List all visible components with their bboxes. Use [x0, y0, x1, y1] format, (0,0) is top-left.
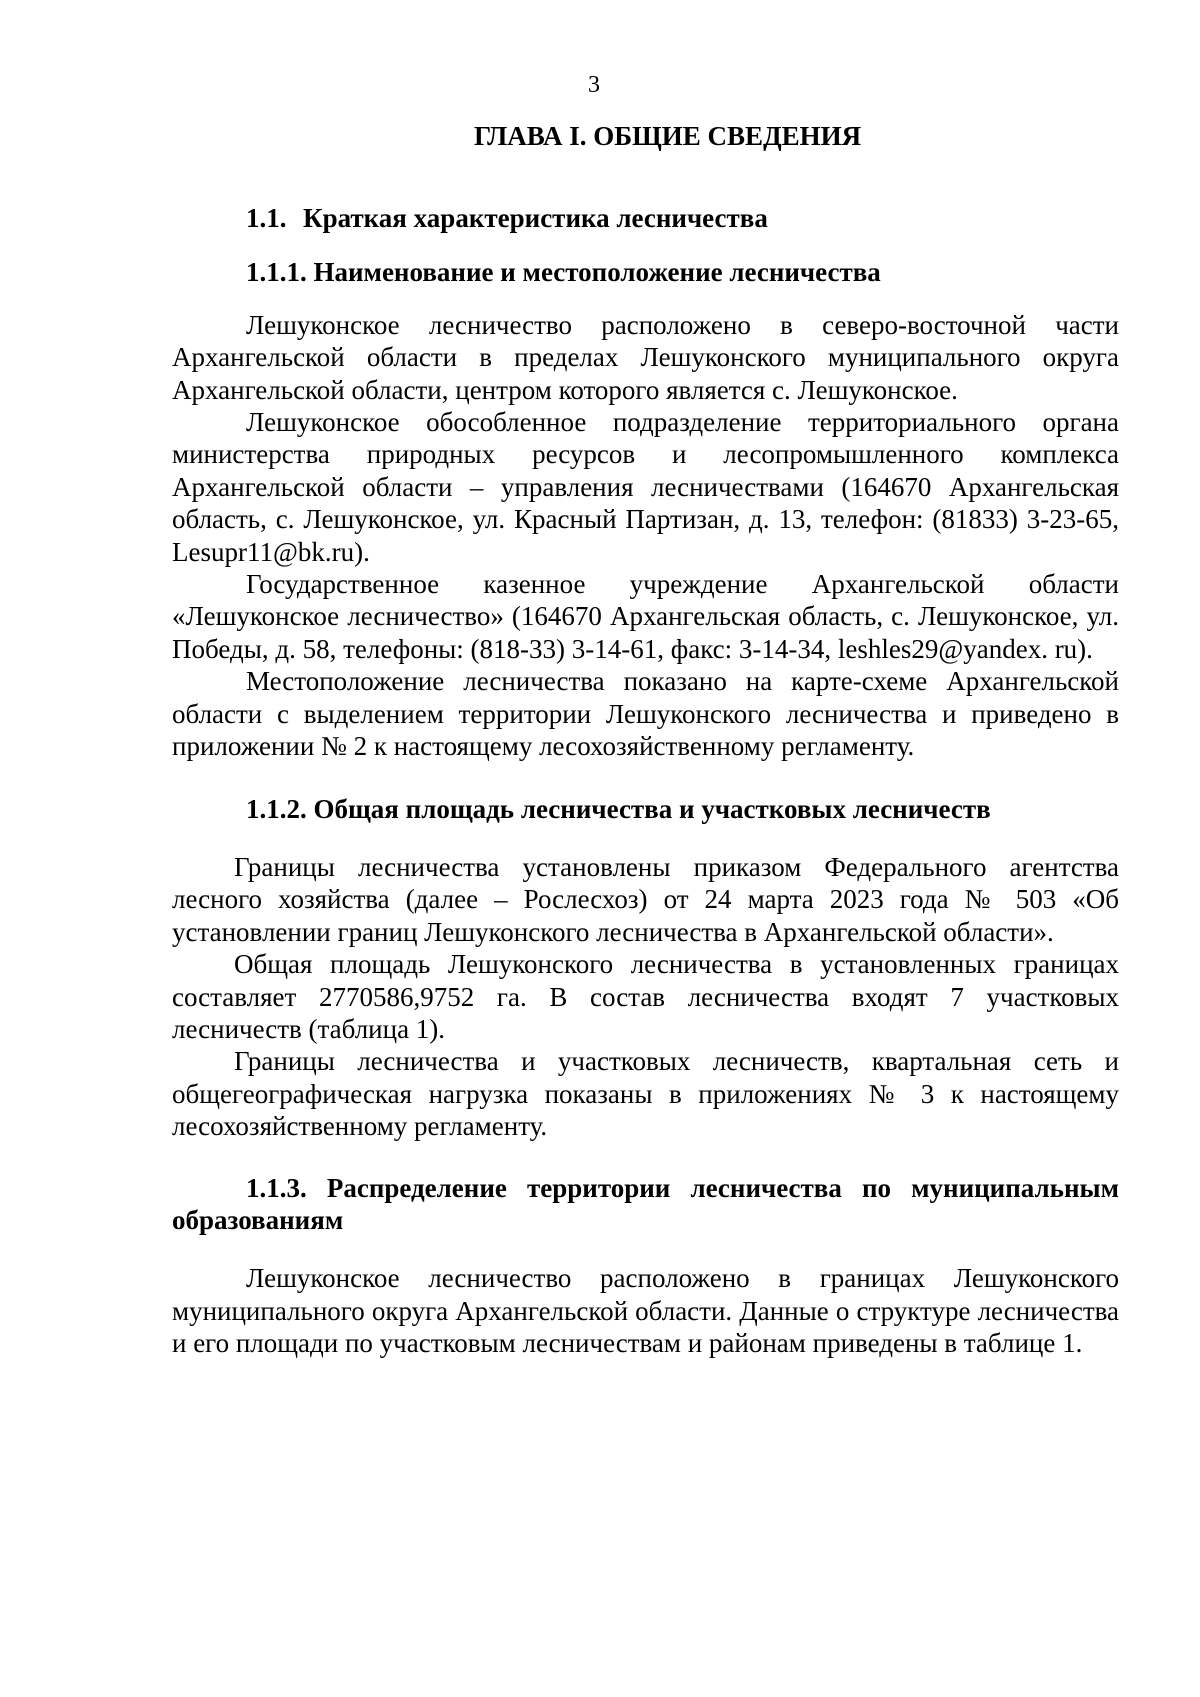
page-number: 3	[588, 72, 600, 98]
paragraph: Границы лесничества установлены приказом Федерального агентства лесного хозяйства (далее – Рослесхоз) от 24 марта 2023 года № 503 «Об установлении границ Лешуконского лесничества в Архангельской области».	[172, 851, 1119, 947]
paragraph: Общая площадь Лешуконского лесничества в установленных границах составляет 2770586,9752 га. В состав лесничества входят 7 участковых лесничеств (таблица 1).	[172, 949, 1119, 1044]
section-heading-1-1	[172, 202, 1119, 234]
section-title: Краткая характеристика лесничества	[303, 203, 768, 233]
paragraph: Государственное казенное учреждение Архангельской области «Лешуконское лесничество» (164670 Архангельская область, с. Лешуконское, ул. Победы, д. 58, телефоны: (818-33) 3-14-61, факс: 3-14-34, leshles29@yandex. ru).	[172, 569, 1119, 664]
paragraph: Границы лесничества и участковых лесничеств, квартальная сеть и общегеографическая нагрузка показаны в приложениях № 3 к настоящему лесохозяйственному регламенту.	[172, 1046, 1119, 1142]
paragraph: Лешуконское лесничество расположено в границах Лешуконского муниципального округа Архангельской области. Данные о структуре лесничества и его площади по участковым лесничествам и районам приведены в таблице 1.	[172, 1263, 1119, 1359]
section-number: 1.1.	[246, 203, 287, 233]
paragraph: Местоположение лесничества показано на карте-схеме Архангельской области с выделением территории Лешуконского лесничества и приведено в приложении № 2 к настоящему лесохозяйственному регламенту.	[172, 666, 1119, 762]
paragraph: Лешуконское обособленное подразделение территориального органа министерства природных ресурсов и лесопромышленного комплекса Архангельской области – управления лесничествами (164670 Архангельская область, с. Лешуконское, ул. Красный Партизан, д. 13, телефон: (81833) 3-23-65, Lesupr11@bk.ru).	[172, 407, 1119, 567]
page-content	[172, 120, 1119, 1360]
section-heading-1-1-3: 1.1.3. Распределение территории лесничества по муниципальным образованиям	[172, 1172, 1119, 1235]
paragraph: Лешуконское лесничество расположено в северо-восточной части Архангельской области в пределах Лешуконского муниципального округа Архангельской области, центром которого является с. Лешуконское.	[172, 309, 1119, 405]
section-heading-1-1-1: 1.1.1. Наименование и местоположение лесничества	[246, 257, 881, 288]
section-heading-1-1-2: 1.1.2. Общая площадь лесничества и участковых лесничеств	[246, 793, 991, 824]
chapter-title: ГЛАВА I. ОБЩИЕ СВЕДЕНИЯ	[474, 121, 862, 151]
